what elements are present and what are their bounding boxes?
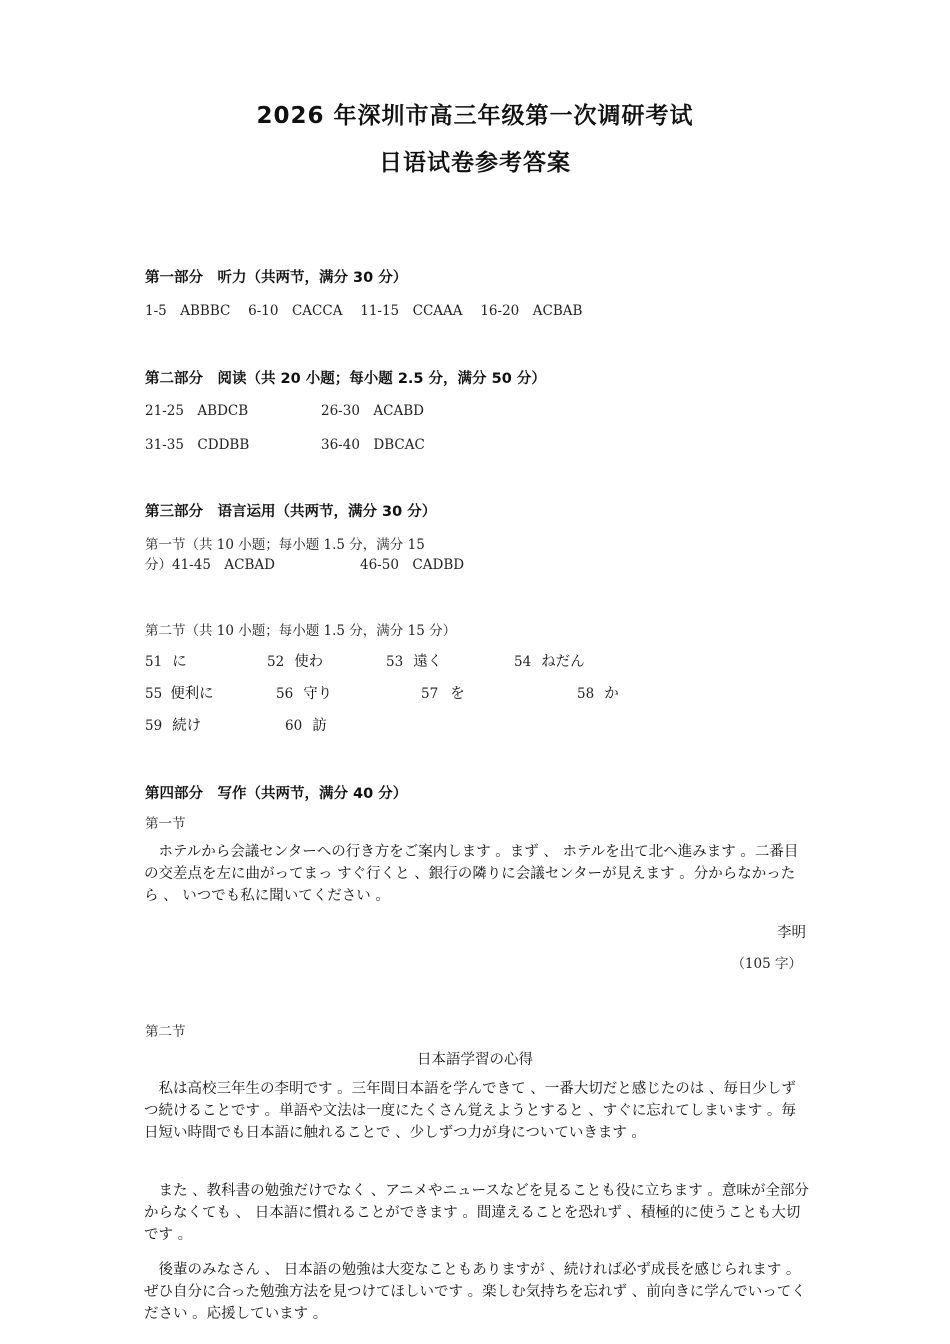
part2-answers-26-30: 26-30 ACABD (321, 403, 424, 419)
answer-item: 55 便利に (145, 686, 214, 702)
part3-section1-answers-46-50: 46-50 CADBD (360, 557, 465, 573)
answer-item: 57 を (421, 686, 465, 702)
part1-heading: 第一部分 听力（共两节，满分 30 分） (145, 270, 408, 286)
answer-item: 51 に (145, 654, 187, 670)
part4-section1-label: 第一节 (145, 816, 186, 832)
part3-section1-heading: 第一节（共 10 小题；每小题 1.5 分，满分 15 (145, 537, 425, 553)
essay-paragraph: 後輩のみなさん 、 日本語の勉強は大変なこともありますが 、続ければ必ず成長を感じられます 。ぜひ自分に合った勉強方法を見つけてほしいです 。楽しむ気持ちを忘れず 、前向きに学んでいってください 。応援しています 。 (144, 1262, 806, 1322)
answer-item: 60 訪 (285, 718, 327, 734)
part2-answers-36-40: 36-40 DBCAC (321, 437, 425, 453)
part1-answers: 1-5 ABBBC 6-10 CACCA 11-15 CCAAA 16-20 ACBAB (145, 303, 583, 319)
essay-paragraph: 私は高校三年生の李明です 。三年間日本語を学んできて 、一番大切だと感じたのは 、毎日少しずつ続けることです 。単語や文法は一度にたくさん覚えようとすると 、すぐに忘れてしまいます 。毎日短い時間でも日本語に触れることで 、少しずつ力が身についていきます 。 (144, 1081, 796, 1141)
answer-item: 56 守り (276, 686, 333, 702)
part4-section2-label: 第二节 (145, 1024, 186, 1040)
page-subtitle: 日语试卷参考答案 (379, 150, 571, 176)
answer-item: 53 遠く (386, 654, 443, 670)
essay-title: 日本語学習の心得 (417, 1052, 533, 1068)
answer-item: 59 続け (145, 718, 202, 734)
essay-paragraph: また 、教科書の勉強だけでなく 、アニメやニュースなどを見ることも役に立ちます 。意味が全部分からなくても 、 日本語に慣れることができます 。間違えることを恐れず 、積極的に使うことも大切です 。 (144, 1183, 809, 1243)
essay-signature: 李明 (777, 925, 806, 941)
answer-item: 58 か (577, 686, 619, 702)
part3-section1-answers-41-45: 分）41-45 ACBAD (145, 557, 275, 573)
page-title: 2026 年深圳市高三年级第一次调研考试 (256, 103, 694, 129)
part2-answers-21-25: 21-25 ABDCB (145, 403, 249, 419)
part3-heading: 第三部分 语言运用（共两节，满分 30 分） (145, 504, 437, 520)
part2-heading: 第二部分 阅读（共 20 小题；每小题 2.5 分，满分 50 分） (145, 371, 546, 387)
character-count: （105 字） (731, 956, 802, 972)
answer-item: 52 使わ (267, 654, 324, 670)
part4-heading: 第四部分 写作（共两节，满分 40 分） (145, 786, 408, 802)
answer-item: 54 ねだん (514, 654, 585, 670)
part2-answers-31-35: 31-35 CDDBB (145, 437, 250, 453)
section1-essay-paragraph: ホテルから会議センターへの行き方をご案内します 。まず 、 ホテルを出て北へ進みます 。二番目の交差点を左に曲がってまっ すぐ行くと 、銀行の隣りに会議センターが見えます 。分からなかったら 、 いつでも私に聞いてください 。 (144, 844, 799, 904)
part3-section2-heading: 第二节（共 10 小题；每小题 1.5 分，满分 15 分） (145, 623, 457, 639)
